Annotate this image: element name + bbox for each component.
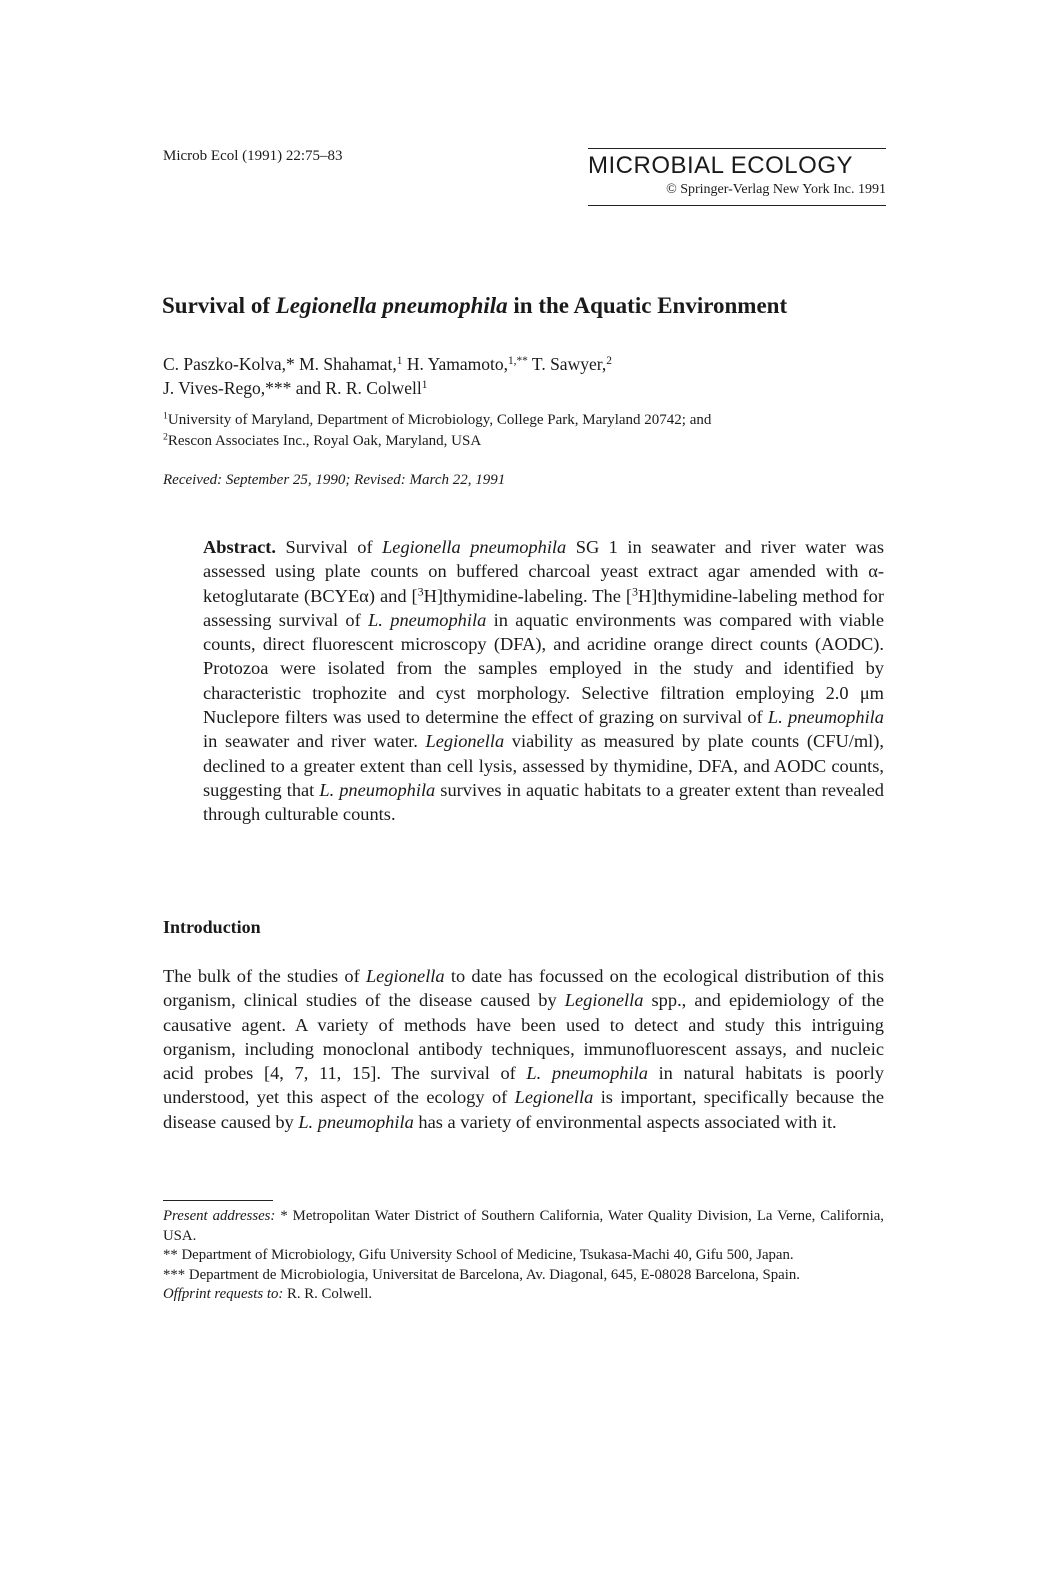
abstract-italic: Legionella: [425, 731, 505, 752]
abstract-text: H]thymidine-labeling. The [: [423, 585, 633, 606]
section-heading-introduction: Introduction: [163, 917, 261, 937]
abstract-text: SG 1 in seawater and river water was assessed using plate counts on buffered charcoal yeast extract agar amended with α-ketoglutarate (BCYEα) and [: [203, 537, 884, 606]
affiliation-1: [163, 410, 711, 431]
intro-text: to date has focussed on the ecological distribution of this organism, clinical studies of the disease caused by: [163, 966, 884, 1011]
affiliation-sup: 1: [163, 410, 168, 422]
abstract-text: in seawater and river water.: [203, 731, 426, 752]
author-line-2: [163, 376, 612, 400]
author-sup: 1: [421, 378, 428, 391]
journal-citation: Microb Ecol (1991) 22:75–83: [163, 148, 343, 164]
intro-italic: Legionella: [365, 966, 445, 986]
intro-italic: L. pneumophila: [526, 1063, 648, 1084]
author-sup: 2: [606, 354, 612, 367]
abstract-italic: L. pneumophila: [368, 609, 487, 630]
footnote-text: R. R. Colwell.: [283, 1286, 373, 1302]
author-list: [163, 352, 612, 400]
masthead-rule-top: [588, 148, 886, 149]
journal-masthead: [588, 148, 886, 206]
affiliation-sup: 2: [163, 431, 168, 443]
abstract-italic: L. pneumophila: [319, 779, 436, 800]
intro-italic: Legionella: [564, 990, 644, 1011]
abstract-sup: 3: [632, 584, 638, 599]
footnote-rule: [163, 1200, 273, 1201]
footnote-text: * Metropolitan Water District of Southern California, Water Quality Division, La Verne, California, USA.: [163, 1208, 884, 1244]
abstract-sup: 3: [417, 584, 424, 599]
affiliations: [163, 410, 711, 452]
footnote-present-address-2: ** Department of Microbiology, Gifu University School of Medicine, Tsukasa-Machi 40, Gifu 500, Japan.: [163, 1247, 794, 1263]
author-text: C. Paszko-Kolva,* M. Shahamat,: [163, 354, 397, 374]
intro-text: in natural habitats is poorly understood, yet this aspect of the ecology of: [163, 1063, 884, 1108]
abstract: [203, 535, 884, 827]
author-sup: 1,**: [507, 354, 528, 367]
intro-text: The bulk of the studies of: [163, 966, 366, 986]
intro-text: has a variety of environmental aspects associated with it.: [413, 1111, 837, 1132]
author-text: J. Vives-Rego,*** and R. R. Colwell: [163, 378, 422, 398]
abstract-text: Survival of: [276, 537, 383, 557]
introduction-paragraph: [163, 964, 884, 1134]
footnote-offprint: [163, 1285, 884, 1305]
affiliation-text: Rescon Associates Inc., Royal Oak, Maryland, USA: [167, 433, 482, 449]
publisher-line: © Springer-Verlag New York Inc. 1991: [666, 182, 886, 197]
abstract-text: H]thymidine-labeling method for assessing survival of: [203, 585, 884, 630]
abstract-label: Abstract.: [203, 537, 277, 557]
abstract-text: viability as measured by plate counts (CFU/ml), declined to a greater extent than cell lysis, assessed by thymidine, DFA, and AODC counts, suggesting that: [203, 731, 884, 800]
abstract-text: survives in aquatic habitats to a greater extent than revealed through culturable counts.: [203, 779, 884, 825]
footnote-label: Present addresses:: [163, 1208, 276, 1224]
received-dates: Received: September 25, 1990; Revised: March 22, 1991: [163, 472, 506, 488]
footnote-present-address-3: *** Department de Microbiologia, Universitat de Barcelona, Av. Diagonal, 645, E-08028 Barcelona, Spain.: [163, 1266, 800, 1283]
author-text: T. Sawyer,: [527, 354, 607, 374]
abstract-text: in aquatic environments was compared with viable counts, direct fluorescent microscopy (DFA), and acridine orange direct counts (AODC). Protozoa were isolated from the samples employed in the study and identified by characteristic trophozite and cyst morphology. Selective filtration employing 2.0 μm Nuclepore filters was used to determine the effect of grazing on survival of: [203, 609, 884, 728]
author-text: H. Yamamoto,: [402, 354, 508, 374]
footnote-label: Offprint requests to:: [163, 1286, 284, 1302]
intro-italic: Legionella: [514, 1087, 594, 1108]
journal-name: MICROBIAL ECOLOGY: [588, 152, 853, 179]
masthead-rule-bottom: [588, 205, 886, 206]
affiliation-text: University of Maryland, Department of Microbiology, College Park, Maryland 20742; and: [167, 412, 712, 428]
title-text: Survival of: [162, 293, 276, 318]
intro-text: is important, specifically because the disease caused by: [163, 1087, 884, 1132]
footnote-present-address-1: [163, 1207, 884, 1246]
affiliation-2: [163, 431, 711, 452]
abstract-italic: L. pneumophila: [767, 707, 884, 728]
footnotes: [163, 1207, 884, 1305]
author-line-1: [163, 352, 612, 376]
title-text-end: in the Aquatic Environment: [507, 293, 788, 318]
title-species: Legionella pneumophila: [275, 293, 508, 318]
intro-italic: L. pneumophila: [298, 1111, 414, 1132]
abstract-italic: Legionella pneumophila: [382, 537, 567, 557]
paper-title: [162, 293, 787, 319]
author-sup: 1: [396, 354, 403, 367]
intro-text: spp., and epidemiology of the causative agent. A variety of methods have been used to detect and study this intriguing organism, including monoclonal antibody techniques, immunofluorescent assays, and nucleic acid probes [4, 7, 11, 15]. The survival of: [163, 990, 884, 1084]
